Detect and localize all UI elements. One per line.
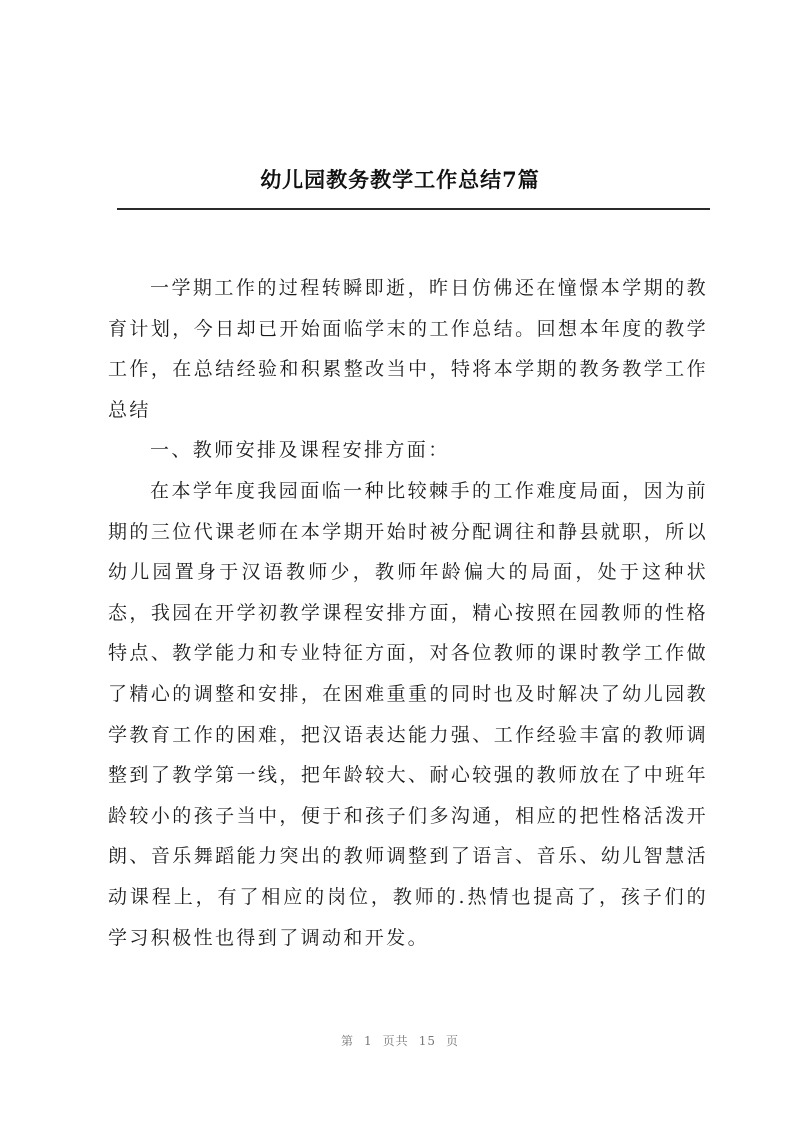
section-heading: 一、教师安排及课程安排方面： [150, 439, 450, 462]
footer-ye-gong: 页共 [382, 1034, 409, 1048]
footer-ye: 页 [445, 1034, 459, 1048]
document-body [108, 268, 708, 958]
footer-total-pages: 15 [418, 1034, 436, 1048]
document-title: 幼儿园教务教学工作总结7篇 [260, 167, 540, 192]
footer-current-page: 1 [364, 1034, 373, 1048]
paragraph-intro: 一学期工作的过程转瞬即逝，昨日仿佛还在憧憬本学期的教育计划，今日却已开始面临学末的工作总结。回想本年度的教学工作，在总结经验和积累整改当中，特将本学期的教务教学工作总结 [108, 277, 708, 421]
title-underline [117, 208, 710, 210]
paragraph-section-1: 在本学年度我园面临一种比较棘手的工作难度局面，因为前期的三位代课老师在本学期开始时被分配调往和静县就职，所以幼儿园置身于汉语教师少，教师年龄偏大的局面，处于这种状态，我园在开学初教学课程安排方面，精心按照在园教师的性格特点、教学能力和专业特征方面，对各位教师的课时教学工作做了精心的调整和安排，在困难重重的同时也及时解决了幼儿园教学教育工作的困难，把汉语表达能力强、工作经验丰富的教师调整到了教学第一线，把年龄较大、耐心较强的教师放在了中班年龄较小的孩子当中，便于和孩子们多沟通，相应的把性格活泼开朗、音乐舞蹈能力突出的教师调整到了语言、音乐、幼儿智慧活动课程上，有了相应的岗位，教师的.热情也提高了，孩子们的学习积极性也得到了调动和开发。 [108, 479, 708, 949]
page-footer [0, 1032, 800, 1049]
footer-di: 第 [341, 1034, 355, 1048]
